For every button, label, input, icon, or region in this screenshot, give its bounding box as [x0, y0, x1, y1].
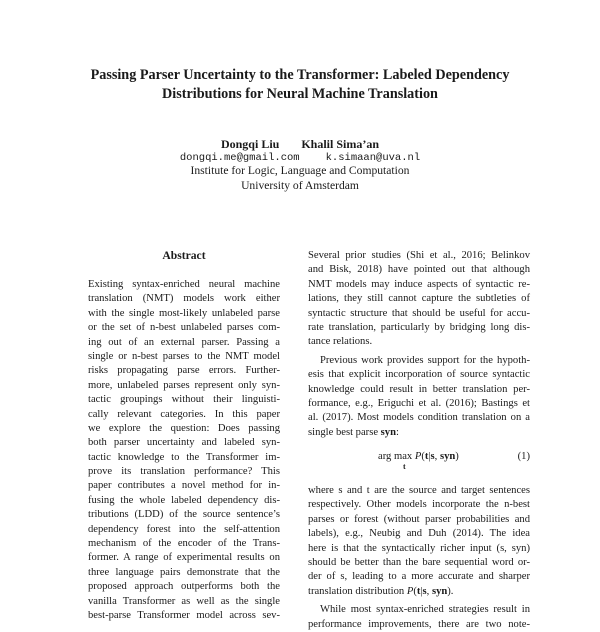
author-name-2: Khalil Sima’an	[301, 137, 380, 151]
paper-title	[40, 66, 560, 104]
body-line: knowledge could result in better translation per-	[308, 383, 530, 395]
abstract-line: tactic knowledge to the Transformer im-	[88, 451, 280, 463]
body-line: where s and t are the source and target sentences	[308, 485, 530, 497]
body-line: syntactic structure that should be useful for accu-	[308, 307, 530, 319]
abstract-line: single or n-best parses to the NMT model	[88, 350, 280, 362]
body-line: tance relations.	[308, 336, 373, 348]
abstract-line: paper contributes a novel method for in-	[88, 480, 280, 492]
body-line: should be better than the bare sequential word or-	[308, 557, 530, 569]
abstract-line: prove its translation performance? This	[88, 466, 280, 478]
body-line: translation distribution P(t|s, syn).	[308, 585, 454, 597]
abstract-line: former. A range of experimental results on	[88, 552, 280, 564]
abstract-line: fusing the whole labeled dependency dis-	[88, 494, 280, 506]
body-line: single best parse syn:	[308, 426, 399, 438]
title-line-2: Distributions for Neural Machine Translation	[162, 86, 438, 102]
abstract-line: we explore the question: Does passing	[88, 422, 280, 434]
affiliation-line-1: Institute for Logic, Language and Computation	[190, 164, 410, 177]
body-line: al. (2017). Most models condition translation on a	[308, 412, 530, 424]
abstract-line: dependency forest into the self-attention	[88, 523, 280, 535]
body-line: parses or forest (without parser probabilities and	[308, 513, 530, 525]
body-line: Previous work provides support for the hypoth-	[320, 354, 530, 366]
equation-number: (1)	[517, 451, 530, 463]
body-line: der of s, leading to a more accurate and sharper	[308, 571, 530, 583]
abstract-line: cally relevant categories. In this paper	[88, 408, 280, 420]
author-email-1: dongqi.me@gmail.com	[179, 152, 300, 164]
abstract-line: tributions (LDD) of the source sentence’s	[88, 509, 280, 521]
author-email-2: k.simaan@uva.nl	[325, 152, 421, 164]
body-line: While most syntax-enriched strategies result in	[320, 604, 530, 616]
abstract-line: both parser uncertainty and labeled syn-	[88, 437, 280, 449]
body-line: NMT models may induce aspects of syntactic re-	[308, 278, 530, 290]
body-line: lations, they still cannot capture the subtleties of	[308, 293, 530, 305]
title-line-1: Passing Parser Uncertainty to the Transformer: Labeled Dependency	[90, 67, 510, 83]
abstract-line: best-parse Transformer model across sev-	[88, 609, 280, 621]
abstract-line: more, unlabeled parses represent only syn-	[88, 379, 280, 391]
body-line: rate translation, particularly by bridging long dis-	[308, 321, 530, 333]
abstract-line: ing out of an external parser. Passing a	[88, 336, 280, 348]
abstract-body	[88, 278, 280, 623]
abstract-line: risks propagating parse errors. Further-	[88, 365, 280, 377]
author-names	[0, 137, 600, 152]
body-line: esis that explicit incorporation of source syntactic	[308, 369, 530, 381]
abstract-line: vanilla Transformer as well as the single	[88, 595, 280, 607]
abstract-line: mechanism of the encoder of the Trans-	[88, 538, 280, 550]
abstract-line: translation (NMT) models work either	[88, 293, 280, 305]
abstract-line: three language pairs demonstrate that the	[88, 566, 280, 578]
body-line: respectively. Other models incorporate the n-best	[308, 499, 530, 511]
body-line: performance improvements, there are two note-	[308, 618, 530, 630]
abstract-line: or the set of n-best unlabeled parses com-	[88, 322, 280, 334]
body-line: labels), e.g., Neubig and Duh (2014). The idea	[308, 528, 530, 540]
equation-1	[308, 448, 530, 470]
author-name-1: Dongqi Liu	[220, 137, 280, 151]
body-line: and Bisk, 2018) have pointed out that although	[308, 264, 530, 276]
abstract-line: proposed approach outperforms both the	[88, 581, 280, 593]
abstract-line: tactic groupings without their linguisti-	[88, 394, 280, 406]
abstract-line: Existing syntax-enriched neural machine	[88, 279, 280, 290]
equation-subscript: t	[403, 462, 406, 472]
abstract-heading: Abstract	[162, 249, 206, 262]
body-line: Several prior studies (Shi et al., 2016; Belinkov	[308, 250, 530, 261]
author-emails	[0, 151, 600, 165]
body-line: here is that the syntactically richer input (s, syn)	[308, 542, 530, 554]
abstract-line: with the single most-likely unlabeled parse	[88, 307, 280, 319]
body-line: formance, e.g., Eriguchi et al. (2016); Bastings et	[308, 397, 530, 409]
intro-body	[308, 249, 530, 632]
affiliation-line-2: University of Amsterdam	[241, 178, 359, 192]
affiliation	[0, 164, 600, 193]
equation-expression: arg max P(t|s, syn)	[378, 451, 459, 463]
